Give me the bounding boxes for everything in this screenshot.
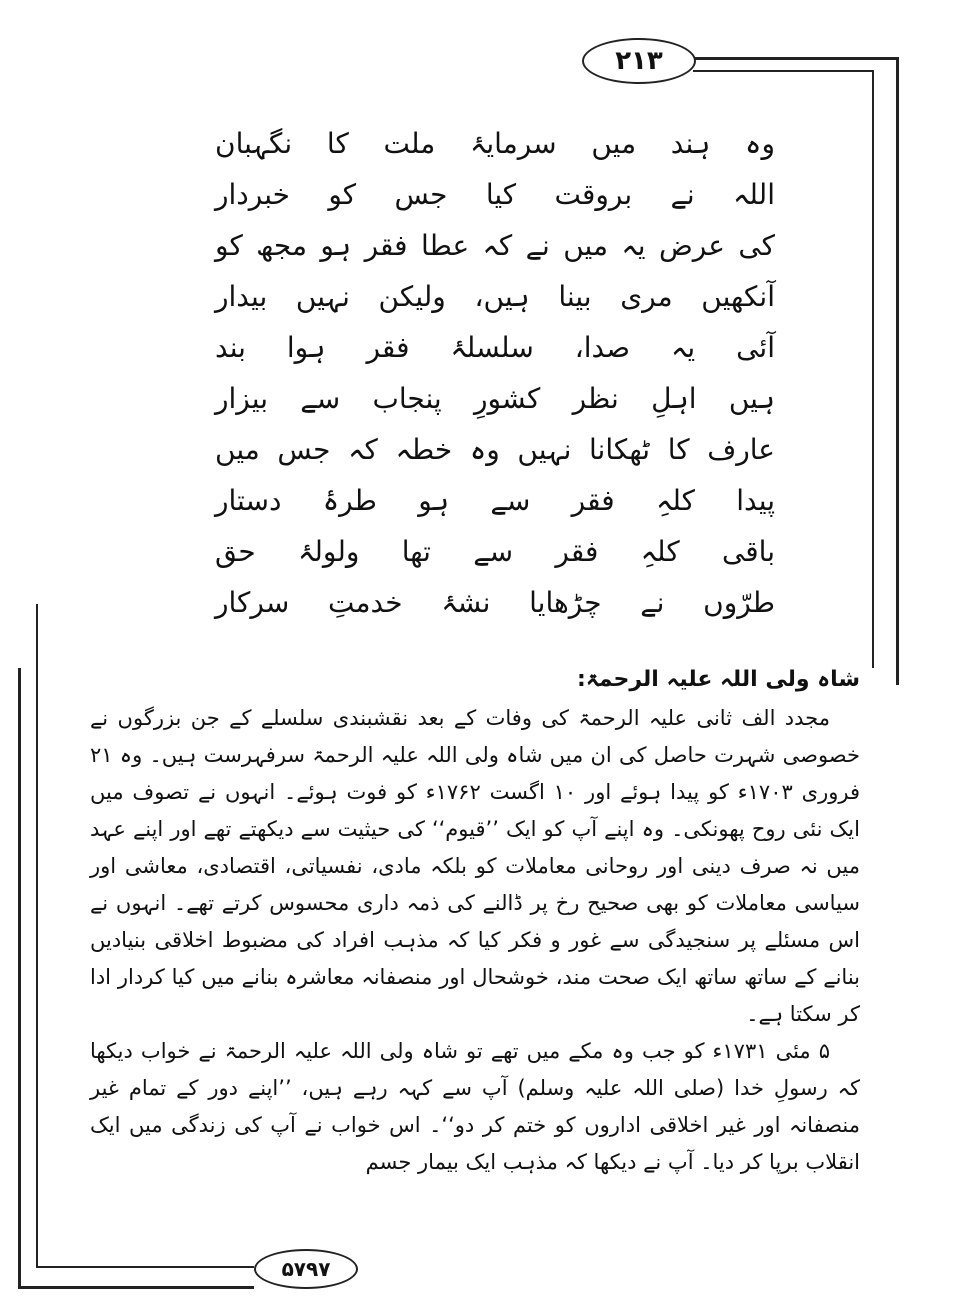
- page-number: ۲۱۳: [582, 38, 696, 84]
- poem-line: آئی یہ صدا، سلسلۂ فقر ہوا بند: [215, 331, 775, 364]
- poem-line: اللہ نے بروقت کیا جس کو خبردار: [215, 178, 775, 211]
- top-border-inner: [693, 70, 873, 72]
- right-border-outer: [896, 57, 899, 685]
- section-heading: شاہ ولی اللہ علیہ الرحمۃ:: [577, 667, 860, 692]
- poem-line: پیدا کلہِ فقر سے ہو طرۂ دستار: [215, 484, 775, 517]
- poem-line: باقی کلہِ فقر سے تھا ولولۂ حق: [215, 535, 775, 568]
- top-border-outer: [693, 57, 898, 60]
- poem-line: طرّوں نے چڑھایا نشۂ خدمتِ سرکار: [215, 586, 775, 619]
- poem-line: کی عرض یہ میں نے کہ عطا فقر ہو مجھ کو: [215, 229, 775, 262]
- poem-line: عارف کا ٹھکانا نہیں وہ خطہ کہ جس میں: [215, 433, 775, 466]
- poem-line: آنکھیں مری بینا ہیں، ولیکن نہیں بیدار: [215, 280, 775, 313]
- poem-line: وہ ہند میں سرمایۂ ملت کا نگہبان: [215, 127, 775, 160]
- poem-line: ہیں اہلِ نظر کشورِ پنجاب سے بیزار: [215, 382, 775, 415]
- left-border-inner: [36, 604, 38, 1268]
- bottom-border-outer: [18, 1286, 254, 1289]
- left-border-outer: [18, 668, 21, 1288]
- poem: [215, 118, 775, 628]
- paragraph: ۵ مئی ۱۷۳۱ء کو جب وہ مکے میں تھے تو شاہ ولی اللہ علیہ الرحمۃ نے خواب دیکھا کہ رسولِ خدا (صلی اللہ علیہ وسلم) آپ سے کہہ رہے ہیں، ’’اپنے دور کے تمام غیر منصفانہ اور غیر اخلاقی اداروں کو ختم کر دو‘‘۔ اس خواب نے آپ کی زندگی میں ایک انقلاب برپا کر دیا۔ آپ نے دیکھا کہ مذہب ایک بیمار جسم: [90, 1039, 860, 1174]
- prose-section: [90, 660, 860, 1181]
- paragraph: مجدد الف ثانی علیہ الرحمۃ کی وفات کے بعد نقشبندی سلسلے کے جن بزرگوں نے خصوصی شہرت حاصل کی ان میں شاہ ولی اللہ علیہ الرحمۃ سرفہرست ہیں۔ وہ ۲۱ فروری ۱۷۰۳ء کو پیدا ہوئے اور ۱۰ اگست ۱۷۶۲ء کو فوت ہوئے۔ انہوں نے تصوف میں ایک نئی روح پھونکی۔ وہ اپنے آپ کو ایک ’’قیوم‘‘ کی حیثیت سے دیکھتے تھے اور اپنے عہد میں نہ صرف دینی اور روحانی معاملات کو بلکہ مادی، نفسیاتی، اقتصادی، معاشی اور سیاسی معاملات کو بھی صحیح رخ پر ڈالنے کی ذمہ داری محسوس کرتے تھے۔ انہوں نے اس مسئلے پر سنجیدگی سے غور و فکر کیا کہ مذہب افراد کی مضبوط اخلاقی بنیادیں بنانے کے ساتھ ساتھ ایک صحت مند، خوشحال اور منصفانہ معاشرہ بنانے میں کیا کردار ادا کر سکتا ہے۔: [90, 706, 860, 1026]
- right-border-inner: [872, 70, 874, 668]
- bottom-border-inner: [36, 1266, 254, 1268]
- footer-code: ۵۷۹۷: [254, 1249, 358, 1289]
